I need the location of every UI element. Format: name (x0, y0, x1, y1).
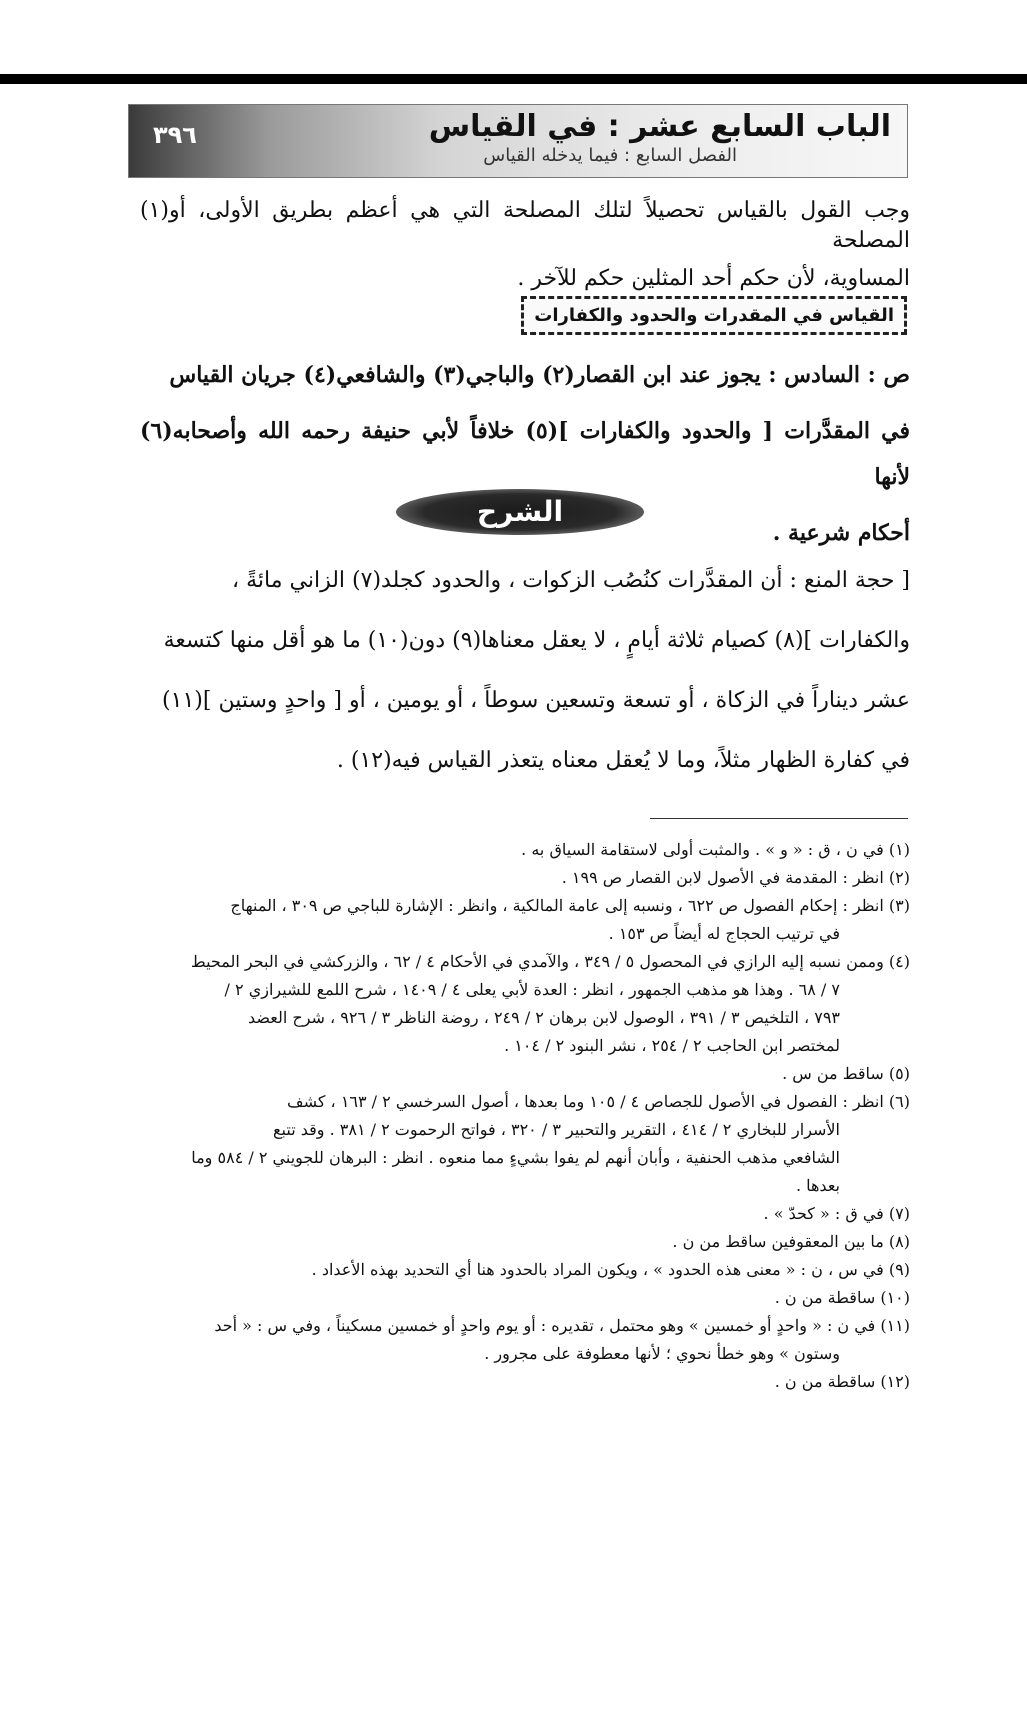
top-rule (0, 74, 1027, 84)
page-number: ٣٩٦ (153, 121, 197, 149)
intro-line: وجب القول بالقياس تحصيلاً لتلك المصلحة التي هي أعظم بطريق الأولى، أو(١) المصلحة (140, 198, 910, 253)
footnote-continuation: الأسرار للبخاري ٢ / ٤١٤ ، التقرير والتحبير ٣ / ٣٢٠ ، فواتح الرحموت ٢ / ٣٨١ . وقد تتبع (273, 1120, 840, 1139)
intro-paragraph (140, 196, 910, 302)
rule-line: أحكام شرعية . (772, 520, 910, 546)
footnotes (140, 836, 910, 1396)
footnote: (٢) انظر : المقدمة في الأصول لابن القصار ص ١٩٩ . (561, 868, 910, 887)
footnote-continuation: لمختصر ابن الحاجب ٢ / ٢٥٤ ، نشر البنود ٢ / ١٠٤ . (504, 1036, 840, 1055)
footnote-continuation: ٧٩٣ ، التلخيص ٣ / ٣٩١ ، الوصول لابن برهان ٢ / ٢٤٩ ، روضة الناظر ٣ / ٩٢٦ ، شرح العضد (248, 1008, 840, 1027)
section-subtitle: الفصل السابع : فيما يدخله القياس (483, 145, 737, 166)
footnote: (٣) انظر : إحكام الفصول ص ٦٢٢ ، ونسبه إلى عامة المالكية ، وانظر : الإشارة للباجي ص ٣٠٩ ، المنهاج (230, 896, 910, 915)
chapter-title: الباب السابع عشر : في القياس (428, 109, 891, 144)
footnote: (٦) انظر : الفصول في الأصول للجصاص ٤ / ١٠٥ وما بعدها ، أصول السرخسي ٢ / ١٦٣ ، كشف (287, 1092, 910, 1111)
footnote: (١٠) ساقطة من ن . (774, 1288, 910, 1307)
footnote: (٤) وممن نسبه إليه الرازي في المحصول ٥ / ٣٤٩ ، والآمدي في الأحكام ٤ / ٦٢ ، والزركشي في البحر المحيط (190, 952, 910, 971)
footnote: (١٢) ساقطة من ن . (774, 1372, 910, 1391)
footnote-continuation: بعدها . (795, 1176, 840, 1195)
footnote-divider (650, 818, 908, 819)
footnote-continuation: الشافعي مذهب الحنفية ، وأبان أنهم لم يفوا بشيءٍ مما منعوه . انظر : البرهان للجويني ٢ / ٥٨٤ وما (191, 1148, 840, 1167)
rule-line: ص : السادس : يجوز عند ابن القصار(٢) والباجي(٣) والشافعي(٤) جريان القياس (169, 362, 910, 388)
rule-line: في المقدَّرات [ والحدود والكفارات ](٥) خلافاً لأبي حنيفة رحمه الله وأصحابه(٦) لأنها (140, 418, 910, 490)
sharh-line: [ حجة المنع : أن المقدَّرات كنُصُب الزكوات ، والحدود كجلد(٧) الزاني مائةً ، (232, 568, 910, 593)
running-header (128, 104, 908, 178)
footnote: (٥) ساقط من س . (782, 1064, 910, 1083)
footnote: (٧) في ق : « كحدّ » . (763, 1204, 910, 1223)
sharh-line: عشر ديناراً في الزكاة ، أو تسعة وتسعين سوطاً ، أو يومين ، أو [ واحدٍ وستين ](١١) (162, 688, 910, 713)
sharh-line: والكفارات ](٨) كصيام ثلاثة أيامٍ ، لا يعقل معناها(٩) دون(١٠) ما هو أقل منها كتسعة (163, 628, 910, 653)
footnote: (٨) ما بين المعقوفين ساقط من ن . (672, 1232, 910, 1251)
sharh-line: في كفارة الظهار مثلاً، وما لا يُعقل معناه يتعذر القياس فيه(١٢) . (336, 748, 910, 773)
section-box-label: القياس في المقدرات والحدود والكفارات (521, 296, 907, 335)
footnote-continuation: ٧ / ٦٨ . وهذا هو مذهب الجمهور ، انظر : العدة لأبي يعلى ٤ / ١٤٠٩ ، شرح اللمع للشيرازي ٢ / (224, 980, 840, 999)
sharh-heading: الشرح (396, 489, 644, 535)
footnote: (١١) في ن : « واحدٍ أو خمسين » وهو محتمل ، تقديره : أو يوم واحدٍ أو خمسين مسكيناً ، وفي س : « أحد (214, 1316, 910, 1335)
intro-line: المساوية، لأن حكم أحد المثلين حكم للآخر . (517, 266, 910, 291)
footnote-continuation: وستون » وهو خطأ نحوي ؛ لأنها معطوفة على مجرور . (484, 1344, 840, 1363)
sharh-paragraph (140, 556, 910, 796)
footnote-continuation: في ترتيب الحجاج له أيضاً ص ١٥٣ . (608, 924, 840, 943)
footnote: (١) في ن ، ق : « و » . والمثبت أولى لاستقامة السياق به . (521, 840, 910, 859)
footnote: (٩) في س ، ن : « معنى هذه الحدود » ، ويكون المراد بالحدود هنا أي التحديد بهذه الأعداد . (311, 1260, 910, 1279)
